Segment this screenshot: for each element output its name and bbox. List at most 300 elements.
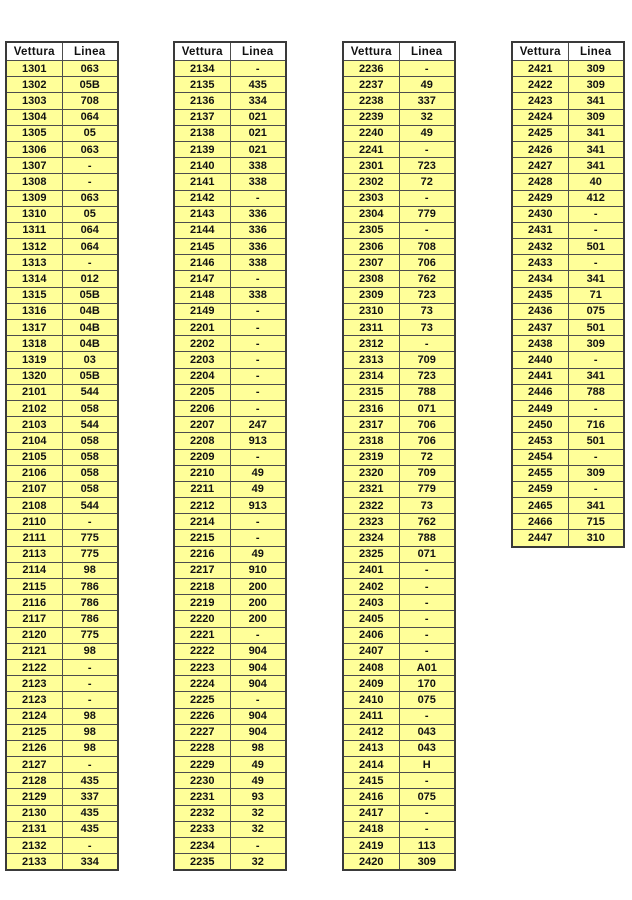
vettura-cell: 1317 — [6, 320, 62, 336]
table-row — [343, 724, 455, 740]
linea-cell: 904 — [230, 724, 286, 740]
vettura-cell: 2406 — [343, 627, 399, 643]
vettura-cell: 2321 — [343, 481, 399, 497]
vettura-cell: 2227 — [174, 724, 230, 740]
table-row — [174, 368, 286, 384]
table-row — [174, 109, 286, 125]
linea-cell: 904 — [230, 708, 286, 724]
vettura-cell: 2431 — [512, 222, 568, 238]
table-row — [174, 384, 286, 400]
table-row — [512, 498, 624, 514]
vettura-cell: 2129 — [6, 789, 62, 805]
linea-cell: 071 — [399, 546, 455, 562]
linea-header: Linea — [568, 42, 624, 61]
linea-cell: 775 — [62, 627, 118, 643]
linea-cell: 337 — [399, 93, 455, 109]
linea-cell: - — [62, 757, 118, 773]
vettura-cell: 2430 — [512, 206, 568, 222]
table-row — [6, 562, 118, 578]
table-row — [6, 352, 118, 368]
linea-cell: 435 — [62, 821, 118, 837]
linea-cell: 058 — [62, 449, 118, 465]
table-row — [6, 659, 118, 675]
vettura-cell: 2441 — [512, 368, 568, 384]
vettura-cell: 2420 — [343, 854, 399, 871]
linea-cell: 04B — [62, 320, 118, 336]
linea-cell: 064 — [62, 222, 118, 238]
vettura-cell: 2302 — [343, 174, 399, 190]
table-row — [343, 255, 455, 271]
linea-cell: - — [230, 368, 286, 384]
table-row — [6, 805, 118, 821]
table-row — [512, 465, 624, 481]
vettura-cell: 2105 — [6, 449, 62, 465]
linea-cell: 341 — [568, 368, 624, 384]
vettura-cell: 2240 — [343, 125, 399, 141]
table-row — [174, 417, 286, 433]
table-row — [343, 336, 455, 352]
table-row — [174, 498, 286, 514]
vettura-cell: 2116 — [6, 595, 62, 611]
table-row — [6, 400, 118, 416]
vettura-cell: 2409 — [343, 676, 399, 692]
table-row — [174, 789, 286, 805]
linea-cell: 762 — [399, 514, 455, 530]
vettura-cell: 2465 — [512, 498, 568, 514]
linea-cell: 338 — [230, 287, 286, 303]
vettura-cell: 2414 — [343, 757, 399, 773]
linea-cell: - — [568, 352, 624, 368]
vettura-cell: 2138 — [174, 125, 230, 141]
table-row — [6, 158, 118, 174]
table-row — [174, 757, 286, 773]
vettura-cell: 2412 — [343, 724, 399, 740]
linea-cell: 341 — [568, 158, 624, 174]
table-row — [6, 530, 118, 546]
linea-cell: 98 — [62, 643, 118, 659]
linea-cell: 709 — [399, 465, 455, 481]
vettura-cell: 2421 — [512, 61, 568, 77]
vettura-cell: 2122 — [6, 659, 62, 675]
linea-cell: 337 — [62, 789, 118, 805]
linea-cell: - — [568, 449, 624, 465]
vettura-cell: 2322 — [343, 498, 399, 514]
linea-cell: 058 — [62, 465, 118, 481]
table-row — [174, 530, 286, 546]
vettura-cell: 2428 — [512, 174, 568, 190]
linea-cell: - — [230, 190, 286, 206]
linea-cell: A01 — [399, 659, 455, 675]
table-row — [174, 611, 286, 627]
table-row — [343, 61, 455, 77]
linea-cell: - — [62, 174, 118, 190]
vettura-cell: 2317 — [343, 417, 399, 433]
table-row — [174, 77, 286, 93]
linea-cell: 904 — [230, 676, 286, 692]
vettura-cell: 2121 — [6, 643, 62, 659]
table-row — [6, 303, 118, 319]
linea-cell: 544 — [62, 384, 118, 400]
linea-cell: - — [399, 595, 455, 611]
vettura-cell: 2149 — [174, 303, 230, 319]
vettura-cell: 2319 — [343, 449, 399, 465]
linea-cell: - — [230, 352, 286, 368]
vettura-cell: 2113 — [6, 546, 62, 562]
table-row — [174, 692, 286, 708]
table-row — [6, 109, 118, 125]
table-header — [343, 42, 455, 61]
vettura-cell: 2313 — [343, 352, 399, 368]
vettura-cell: 1310 — [6, 206, 62, 222]
linea-cell: - — [230, 271, 286, 287]
vettura-cell: 2123 — [6, 676, 62, 692]
table-row — [6, 692, 118, 708]
vettura-cell: 2401 — [343, 562, 399, 578]
table-row — [343, 627, 455, 643]
linea-cell: - — [230, 384, 286, 400]
linea-cell: 98 — [62, 708, 118, 724]
table-row — [343, 271, 455, 287]
table-row — [174, 465, 286, 481]
vettura-cell: 2306 — [343, 239, 399, 255]
vettura-cell: 2408 — [343, 659, 399, 675]
linea-cell: 786 — [62, 579, 118, 595]
linea-cell: - — [230, 514, 286, 530]
table-row — [343, 206, 455, 222]
vettura-cell: 2436 — [512, 303, 568, 319]
vettura-cell: 2114 — [6, 562, 62, 578]
vettura-cell: 2449 — [512, 400, 568, 416]
table-row — [343, 239, 455, 255]
linea-cell: - — [568, 400, 624, 416]
linea-cell: - — [399, 222, 455, 238]
linea-cell: 910 — [230, 562, 286, 578]
table-row — [6, 222, 118, 238]
linea-cell: 32 — [230, 854, 286, 871]
table-row — [6, 336, 118, 352]
vettura-cell: 2223 — [174, 659, 230, 675]
vettura-cell: 1318 — [6, 336, 62, 352]
linea-cell: - — [230, 61, 286, 77]
linea-cell: 341 — [568, 93, 624, 109]
vettura-cell: 2423 — [512, 93, 568, 109]
table-row — [343, 320, 455, 336]
linea-cell: 341 — [568, 141, 624, 157]
table-row — [343, 287, 455, 303]
linea-cell: - — [230, 530, 286, 546]
linea-cell: - — [399, 61, 455, 77]
vettura-cell: 2410 — [343, 692, 399, 708]
vettura-cell: 2309 — [343, 287, 399, 303]
table-row — [343, 659, 455, 675]
linea-cell: 338 — [230, 174, 286, 190]
table-row — [512, 514, 624, 530]
vettura-cell: 2403 — [343, 595, 399, 611]
linea-cell: 03 — [62, 352, 118, 368]
linea-cell: 913 — [230, 498, 286, 514]
vettura-header: Vettura — [174, 42, 230, 61]
vettura-cell: 2232 — [174, 805, 230, 821]
table-row — [174, 158, 286, 174]
table-body — [174, 61, 286, 871]
table-row — [343, 821, 455, 837]
vettura-cell: 2231 — [174, 789, 230, 805]
linea-cell: 04B — [62, 303, 118, 319]
table-row — [6, 141, 118, 157]
vettura-cell: 2415 — [343, 773, 399, 789]
linea-cell: - — [568, 255, 624, 271]
linea-cell: 336 — [230, 222, 286, 238]
table-row — [343, 481, 455, 497]
linea-cell: 071 — [399, 400, 455, 416]
vettura-cell: 2125 — [6, 724, 62, 740]
vettura-cell: 2432 — [512, 239, 568, 255]
table-row — [512, 93, 624, 109]
vettura-cell: 2209 — [174, 449, 230, 465]
linea-cell: 706 — [399, 433, 455, 449]
linea-cell: 058 — [62, 400, 118, 416]
vettura-cell: 2211 — [174, 481, 230, 497]
vettura-cell: 2411 — [343, 708, 399, 724]
vettura-cell: 2206 — [174, 400, 230, 416]
vettura-cell: 2104 — [6, 433, 62, 449]
table-row — [6, 368, 118, 384]
table-row — [174, 433, 286, 449]
linea-cell: 113 — [399, 838, 455, 854]
vettura-cell: 2407 — [343, 643, 399, 659]
vettura-cell: 2228 — [174, 740, 230, 756]
table-row — [6, 708, 118, 724]
table-row — [512, 255, 624, 271]
linea-cell: 04B — [62, 336, 118, 352]
vettura-cell: 2108 — [6, 498, 62, 514]
table-row — [343, 579, 455, 595]
vettura-cell: 2143 — [174, 206, 230, 222]
table-row — [343, 562, 455, 578]
table-row — [512, 190, 624, 206]
linea-cell: 310 — [568, 530, 624, 547]
table-row — [512, 449, 624, 465]
vettura-cell: 2225 — [174, 692, 230, 708]
linea-cell: - — [399, 336, 455, 352]
vettura-cell: 2210 — [174, 465, 230, 481]
linea-cell: - — [399, 708, 455, 724]
table-row — [174, 805, 286, 821]
vettura-cell: 2134 — [174, 61, 230, 77]
linea-cell: - — [62, 255, 118, 271]
linea-cell: 309 — [568, 465, 624, 481]
fleet-table-4 — [511, 41, 625, 548]
linea-cell: 93 — [230, 789, 286, 805]
table-row — [343, 384, 455, 400]
linea-cell: 309 — [568, 61, 624, 77]
linea-cell: - — [399, 562, 455, 578]
linea-cell: - — [230, 400, 286, 416]
table-row — [343, 190, 455, 206]
linea-cell: 49 — [230, 481, 286, 497]
table-row — [512, 320, 624, 336]
table-row — [174, 627, 286, 643]
table-row — [343, 449, 455, 465]
vettura-cell: 2434 — [512, 271, 568, 287]
linea-cell: - — [62, 158, 118, 174]
linea-cell: 788 — [399, 384, 455, 400]
table-row — [174, 481, 286, 497]
table-row — [174, 287, 286, 303]
table-row — [343, 595, 455, 611]
vettura-cell: 2429 — [512, 190, 568, 206]
vettura-cell: 2115 — [6, 579, 62, 595]
linea-cell: 341 — [568, 498, 624, 514]
table-row — [343, 400, 455, 416]
vettura-cell: 2140 — [174, 158, 230, 174]
linea-cell: 309 — [568, 336, 624, 352]
vettura-cell: 2323 — [343, 514, 399, 530]
linea-cell: 40 — [568, 174, 624, 190]
linea-cell: - — [399, 773, 455, 789]
table-row — [174, 61, 286, 77]
vettura-cell: 2318 — [343, 433, 399, 449]
table-row — [343, 757, 455, 773]
vettura-cell: 2145 — [174, 239, 230, 255]
vettura-cell: 2418 — [343, 821, 399, 837]
vettura-cell: 2455 — [512, 465, 568, 481]
table-row — [6, 206, 118, 222]
vettura-cell: 2103 — [6, 417, 62, 433]
vettura-cell: 2202 — [174, 336, 230, 352]
table-row — [343, 141, 455, 157]
table-row — [174, 352, 286, 368]
table-row — [174, 562, 286, 578]
vettura-cell: 2136 — [174, 93, 230, 109]
linea-cell: 247 — [230, 417, 286, 433]
linea-cell: 716 — [568, 417, 624, 433]
vettura-cell: 2437 — [512, 320, 568, 336]
table-row — [174, 643, 286, 659]
table-row — [174, 659, 286, 675]
vettura-cell: 2229 — [174, 757, 230, 773]
vettura-cell: 2208 — [174, 433, 230, 449]
linea-header: Linea — [62, 42, 118, 61]
linea-cell: 786 — [62, 595, 118, 611]
linea-cell: - — [230, 838, 286, 854]
linea-cell: 72 — [399, 449, 455, 465]
linea-cell: 012 — [62, 271, 118, 287]
table-row — [512, 109, 624, 125]
table-row — [174, 724, 286, 740]
vettura-cell: 1304 — [6, 109, 62, 125]
table-row — [6, 125, 118, 141]
table-row — [512, 239, 624, 255]
table-row — [512, 417, 624, 433]
vettura-cell: 2466 — [512, 514, 568, 530]
vettura-cell: 2422 — [512, 77, 568, 93]
table-row — [343, 222, 455, 238]
linea-cell: 708 — [399, 239, 455, 255]
linea-cell: 32 — [399, 109, 455, 125]
vettura-cell: 2216 — [174, 546, 230, 562]
vettura-cell: 2148 — [174, 287, 230, 303]
linea-cell: 075 — [568, 303, 624, 319]
vettura-cell: 1305 — [6, 125, 62, 141]
vettura-cell: 2301 — [343, 158, 399, 174]
table-body — [6, 61, 118, 871]
linea-cell: 021 — [230, 109, 286, 125]
table-row — [6, 433, 118, 449]
table-row — [512, 125, 624, 141]
linea-cell: 98 — [62, 724, 118, 740]
table-row — [512, 303, 624, 319]
table-row — [343, 433, 455, 449]
table-row — [174, 708, 286, 724]
linea-header: Linea — [399, 42, 455, 61]
table-row — [174, 206, 286, 222]
table-row — [512, 433, 624, 449]
table-row — [512, 352, 624, 368]
linea-cell: 788 — [399, 530, 455, 546]
vettura-cell: 2310 — [343, 303, 399, 319]
vettura-cell: 2454 — [512, 449, 568, 465]
table-row — [343, 773, 455, 789]
linea-cell: - — [568, 481, 624, 497]
linea-cell: 043 — [399, 724, 455, 740]
table-row — [174, 190, 286, 206]
vettura-cell: 2453 — [512, 433, 568, 449]
table-row — [174, 740, 286, 756]
vettura-cell: 2314 — [343, 368, 399, 384]
vettura-cell: 2111 — [6, 530, 62, 546]
fleet-table-2 — [173, 41, 287, 871]
table-row — [343, 530, 455, 546]
table-row — [174, 676, 286, 692]
vettura-cell: 2311 — [343, 320, 399, 336]
linea-cell: 98 — [62, 562, 118, 578]
table-row — [512, 174, 624, 190]
linea-cell: 05B — [62, 368, 118, 384]
linea-cell: 338 — [230, 255, 286, 271]
table-row — [6, 93, 118, 109]
vettura-cell: 1308 — [6, 174, 62, 190]
table-row — [343, 417, 455, 433]
vettura-cell: 2305 — [343, 222, 399, 238]
linea-cell: - — [62, 838, 118, 854]
table-row — [174, 854, 286, 871]
table-row — [6, 789, 118, 805]
vettura-cell: 2426 — [512, 141, 568, 157]
linea-cell: 341 — [568, 271, 624, 287]
vettura-cell: 2447 — [512, 530, 568, 547]
table-row — [6, 190, 118, 206]
linea-cell: 200 — [230, 611, 286, 627]
linea-cell: 723 — [399, 368, 455, 384]
linea-cell: 309 — [568, 77, 624, 93]
table-row — [174, 174, 286, 190]
linea-cell: 49 — [230, 465, 286, 481]
linea-cell: - — [230, 320, 286, 336]
table-row — [6, 514, 118, 530]
vettura-cell: 1301 — [6, 61, 62, 77]
vettura-cell: 2419 — [343, 838, 399, 854]
linea-cell: - — [230, 627, 286, 643]
linea-cell: 32 — [230, 821, 286, 837]
vettura-cell: 2307 — [343, 255, 399, 271]
linea-cell: 501 — [568, 433, 624, 449]
table-row — [6, 77, 118, 93]
table-row — [174, 336, 286, 352]
vettura-cell: 2446 — [512, 384, 568, 400]
linea-cell: 334 — [62, 854, 118, 871]
linea-cell: 544 — [62, 417, 118, 433]
